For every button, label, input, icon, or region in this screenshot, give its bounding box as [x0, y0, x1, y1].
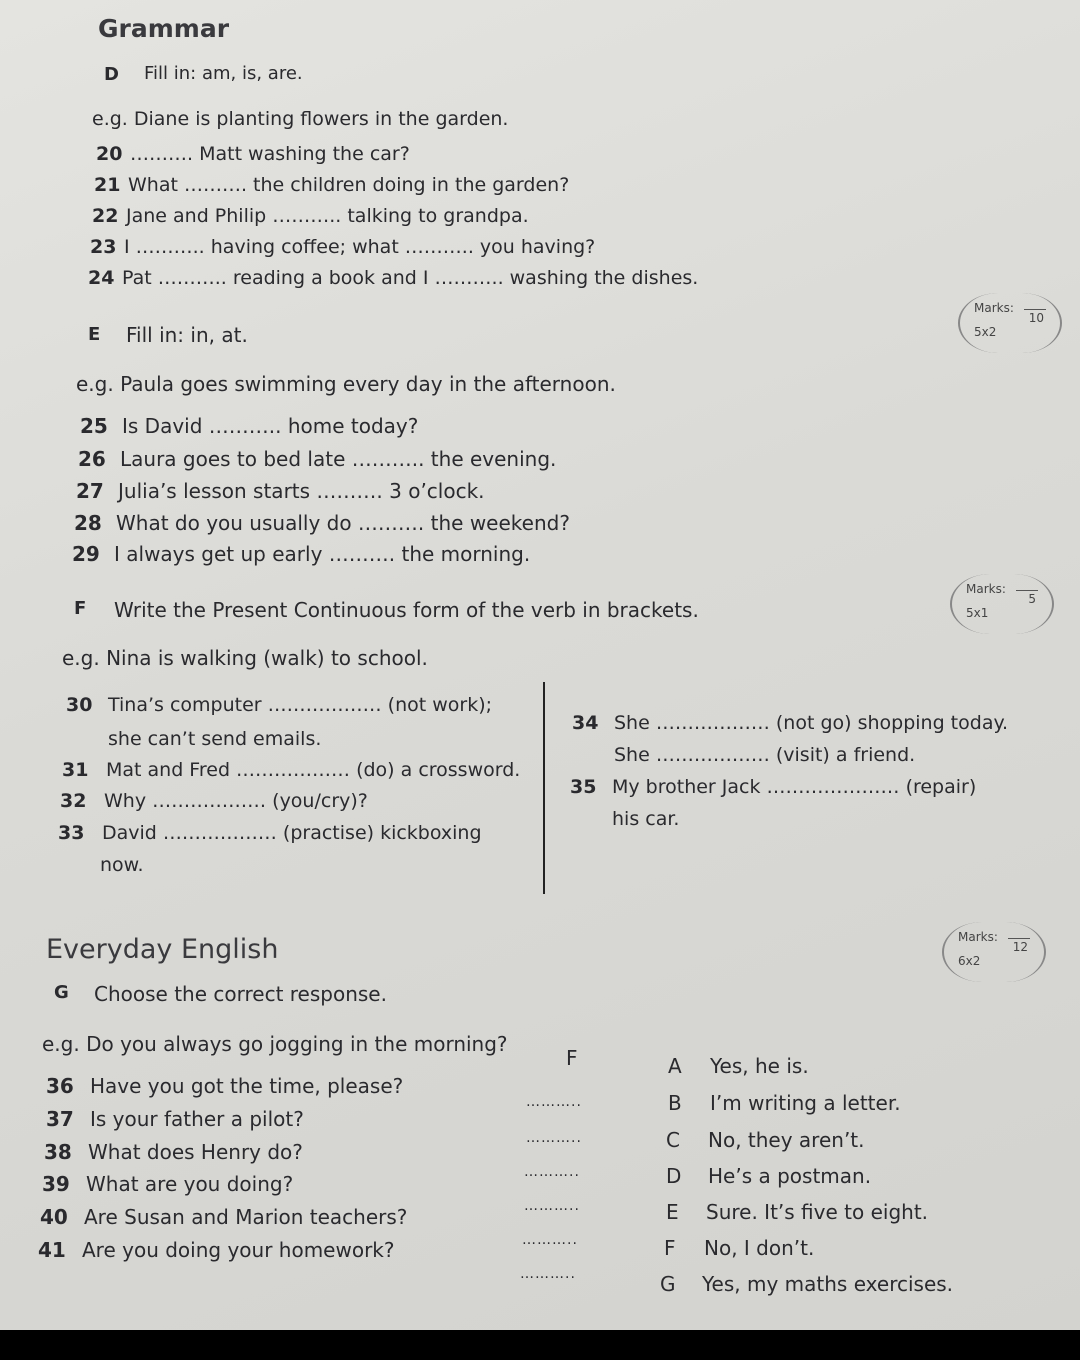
response-option: [668, 1054, 809, 1078]
item-number: 32: [60, 790, 87, 812]
marks-label: Marks:: [958, 930, 998, 944]
exercise-e-example: e.g. Paula goes swimming every day in the afternoon.: [76, 372, 616, 396]
response-option: [666, 1164, 871, 1188]
column-divider: [543, 682, 545, 894]
exercise-d-instruction: Fill in: am, is, are.: [144, 63, 303, 84]
response-letter: F: [664, 1236, 676, 1260]
response-text: Yes, he is.: [710, 1054, 809, 1078]
exercise-letter-f: F: [74, 598, 87, 619]
exercise-g-question: [46, 1107, 304, 1131]
exercise-f-item-continued: she can’t send emails.: [108, 728, 322, 750]
exercise-g-question: [40, 1205, 407, 1229]
item-text: David ……………… (practise) kickboxing: [102, 822, 482, 844]
answer-blank[interactable]: ………..: [522, 1232, 578, 1248]
question-text: What does Henry do?: [88, 1140, 303, 1164]
exercise-d-item: [96, 143, 410, 165]
item-number: 41: [38, 1238, 66, 1262]
exercise-f-item-continued: his car.: [612, 808, 680, 830]
exercise-g-instruction: Choose the correct response.: [94, 982, 387, 1006]
exercise-letter-g: G: [54, 982, 69, 1003]
response-letter: B: [668, 1091, 682, 1115]
marks-fraction-bar: [1008, 938, 1030, 939]
item-number: 27: [76, 479, 104, 503]
item-number: 33: [58, 822, 85, 844]
item-text: She ……………… (not go) shopping today.: [614, 712, 1009, 734]
response-letter: G: [660, 1272, 676, 1296]
item-number: 31: [62, 759, 89, 781]
marks-calc: 6x2: [958, 954, 981, 968]
exercise-f-item-continued: She ……………… (visit) a friend.: [614, 744, 916, 766]
answer-blank[interactable]: ………..: [524, 1198, 580, 1214]
question-text: Have you got the time, please?: [90, 1074, 404, 1098]
exercise-f-item: [58, 822, 482, 844]
item-number: 26: [78, 447, 106, 471]
item-text: ………. Matt washing the car?: [130, 143, 410, 165]
response-text: Sure. It’s five to eight.: [706, 1200, 929, 1224]
response-option: [666, 1200, 928, 1224]
question-text: Are Susan and Marion teachers?: [84, 1205, 408, 1229]
exercise-g-question: [42, 1172, 293, 1196]
item-number: 30: [66, 694, 93, 716]
item-number: 28: [74, 511, 102, 535]
marks-fraction-bar: [1016, 590, 1038, 591]
marks-box-e: [950, 574, 1054, 634]
exercise-f-example: e.g. Nina is walking (walk) to school.: [62, 646, 428, 670]
response-letter: D: [666, 1164, 682, 1188]
exercise-e-item: [76, 479, 485, 503]
exercise-e-item: [78, 447, 556, 471]
screen-bottom-bar: [0, 1330, 1080, 1360]
exercise-d-item: [92, 205, 529, 227]
exercise-d-item: [94, 174, 569, 196]
item-text: Pat ……….. reading a book and I ……….. washing the dishes.: [122, 267, 699, 289]
item-number: 21: [94, 174, 121, 196]
item-text: What ………. the children doing in the garden?: [128, 174, 570, 196]
marks-label: Marks:: [966, 582, 1006, 596]
exercise-f-instruction: Write the Present Continuous form of the verb in brackets.: [114, 598, 699, 622]
response-option: [664, 1236, 814, 1260]
exercise-f-item: [62, 759, 520, 781]
item-text: I ……….. having coffee; what ……….. you having?: [124, 236, 596, 258]
item-number: 34: [572, 712, 599, 734]
marks-total: 10: [1028, 311, 1044, 325]
answer-blank[interactable]: ………..: [526, 1094, 582, 1110]
response-text: Yes, my maths exercises.: [702, 1272, 954, 1296]
response-option: [660, 1272, 953, 1296]
item-number: 36: [46, 1074, 74, 1098]
exercise-e-instruction: Fill in: in, at.: [126, 323, 248, 347]
response-option: [668, 1091, 901, 1115]
response-letter: E: [666, 1200, 679, 1224]
response-option: [666, 1128, 865, 1152]
item-text: Why ……………… (you/cry)?: [104, 790, 368, 812]
marks-calc: 5x2: [974, 325, 997, 339]
exercise-d-example: e.g. Diane is planting flowers in the garden.: [92, 108, 509, 130]
item-number: 37: [46, 1107, 74, 1131]
marks-label: Marks:: [974, 301, 1014, 315]
answer-blank[interactable]: ………..: [526, 1130, 582, 1146]
exercise-letter-d: D: [104, 64, 119, 85]
response-text: He’s a postman.: [708, 1164, 872, 1188]
item-number: 38: [44, 1140, 72, 1164]
item-number: 25: [80, 414, 108, 438]
item-text: Is David ……….. home today?: [122, 414, 419, 438]
exercise-d-item: [90, 236, 595, 258]
response-text: No, I don’t.: [704, 1236, 815, 1260]
exercise-g-question: [38, 1238, 395, 1262]
exercise-g-question: [46, 1074, 403, 1098]
item-number: 39: [42, 1172, 70, 1196]
exercise-e-item: [80, 414, 418, 438]
item-text: Laura goes to bed late ……….. the evening.: [120, 447, 557, 471]
exercise-f-item: [570, 776, 976, 798]
exercise-f-item: [572, 712, 1008, 734]
marks-fraction-bar: [1024, 309, 1046, 310]
answer-blank[interactable]: ………..: [524, 1164, 580, 1180]
item-text: I always get up early ………. the morning.: [114, 542, 531, 566]
item-number: 40: [40, 1205, 68, 1229]
item-number: 22: [92, 205, 119, 227]
question-text: Is your father a pilot?: [90, 1107, 304, 1131]
item-number: 29: [72, 542, 100, 566]
response-letter: C: [666, 1128, 680, 1152]
exercise-f-item: [66, 694, 492, 716]
exercise-letter-e: E: [88, 324, 101, 345]
item-text: Tina’s computer ……………… (not work);: [108, 694, 493, 716]
response-letter: A: [668, 1054, 682, 1078]
item-number: 20: [96, 143, 123, 165]
exercise-e-item: [74, 511, 570, 535]
marks-box-d: [958, 293, 1062, 353]
example-answer: F: [566, 1046, 578, 1070]
marks-total: 5: [1028, 592, 1036, 606]
item-text: Jane and Philip ……….. talking to grandpa.: [126, 205, 529, 227]
exercise-d-item: [88, 267, 698, 289]
exercise-e-item: [72, 542, 530, 566]
exercise-g-question: [44, 1140, 303, 1164]
item-text: Mat and Fred ……………… (do) a crossword.: [106, 759, 521, 781]
section-heading-everyday-english: Everyday English: [46, 934, 279, 965]
marks-box-f: [942, 922, 1046, 982]
exercise-f-item-continued: now.: [100, 854, 144, 876]
item-text: What do you usually do ………. the weekend?: [116, 511, 570, 535]
item-number: 23: [90, 236, 117, 258]
marks-total: 12: [1012, 940, 1028, 954]
exercise-f-item: [60, 790, 368, 812]
item-text: My brother Jack ………………… (repair): [612, 776, 977, 798]
response-text: No, they aren’t.: [708, 1128, 865, 1152]
section-heading-grammar: Grammar: [98, 14, 230, 43]
item-text: Julia’s lesson starts ………. 3 o’clock.: [118, 479, 485, 503]
question-text: Are you doing your homework?: [82, 1238, 395, 1262]
answer-blank[interactable]: ………..: [520, 1266, 576, 1282]
response-text: I’m writing a letter.: [710, 1091, 901, 1115]
exercise-g-example: e.g. Do you always go jogging in the morning?: [42, 1032, 508, 1056]
item-number: 24: [88, 267, 115, 289]
item-number: 35: [570, 776, 597, 798]
marks-calc: 5x1: [966, 606, 989, 620]
question-text: What are you doing?: [86, 1172, 294, 1196]
